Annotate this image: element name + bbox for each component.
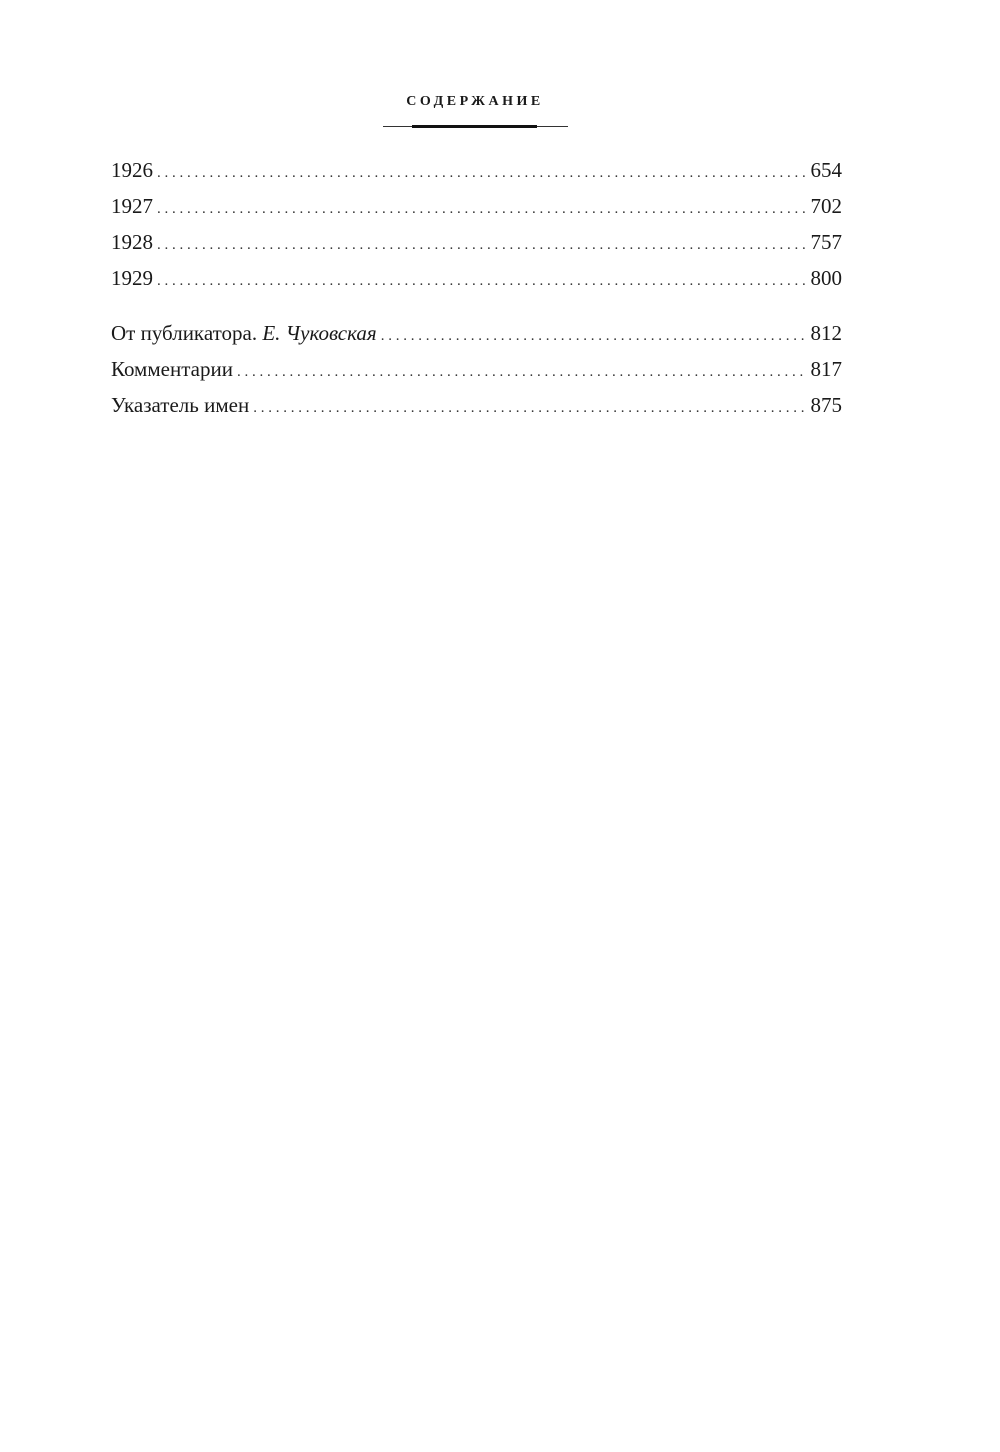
toc-entry-1927[interactable] <box>111 188 842 224</box>
toc-entry-name-index[interactable] <box>111 387 842 423</box>
dot-leader <box>157 191 805 227</box>
title-rule-accent <box>412 125 537 128</box>
toc-entry-title-text: От публикатора. <box>111 321 258 345</box>
toc-entry-1926[interactable] <box>111 152 842 188</box>
toc-entry-title: 1929 <box>111 266 153 290</box>
table-of-contents <box>111 152 842 423</box>
dot-leader <box>157 263 805 299</box>
toc-entry-page: 817 <box>810 357 842 381</box>
toc-entry-publisher-note[interactable] <box>111 315 842 351</box>
toc-entry-title: 1927 <box>111 194 153 218</box>
toc-entry-page: 800 <box>810 266 842 290</box>
toc-entry-page: 654 <box>810 158 842 182</box>
dot-leader <box>157 227 805 263</box>
dot-leader <box>253 390 804 426</box>
toc-entry-page: 757 <box>810 230 842 254</box>
toc-entry-commentary[interactable] <box>111 351 842 387</box>
dot-leader <box>381 318 805 354</box>
toc-entry-1929[interactable] <box>111 260 842 296</box>
toc-entry-title <box>111 315 381 351</box>
toc-entry-page: 702 <box>810 194 842 218</box>
page-title: СОДЕРЖАНИЕ <box>406 94 544 109</box>
dot-leader <box>157 155 805 191</box>
toc-entry-title: Указатель имен <box>111 393 250 417</box>
toc-entry-title: Комментарии <box>111 357 233 381</box>
toc-entry-1928[interactable] <box>111 224 842 260</box>
toc-entry-page: 875 <box>810 393 842 417</box>
toc-entry-title: 1926 <box>111 158 153 182</box>
toc-entry-author: Е. Чуковская <box>262 321 377 345</box>
toc-entry-page: 812 <box>810 321 842 345</box>
dot-leader <box>237 354 805 390</box>
toc-entry-title: 1928 <box>111 230 153 254</box>
